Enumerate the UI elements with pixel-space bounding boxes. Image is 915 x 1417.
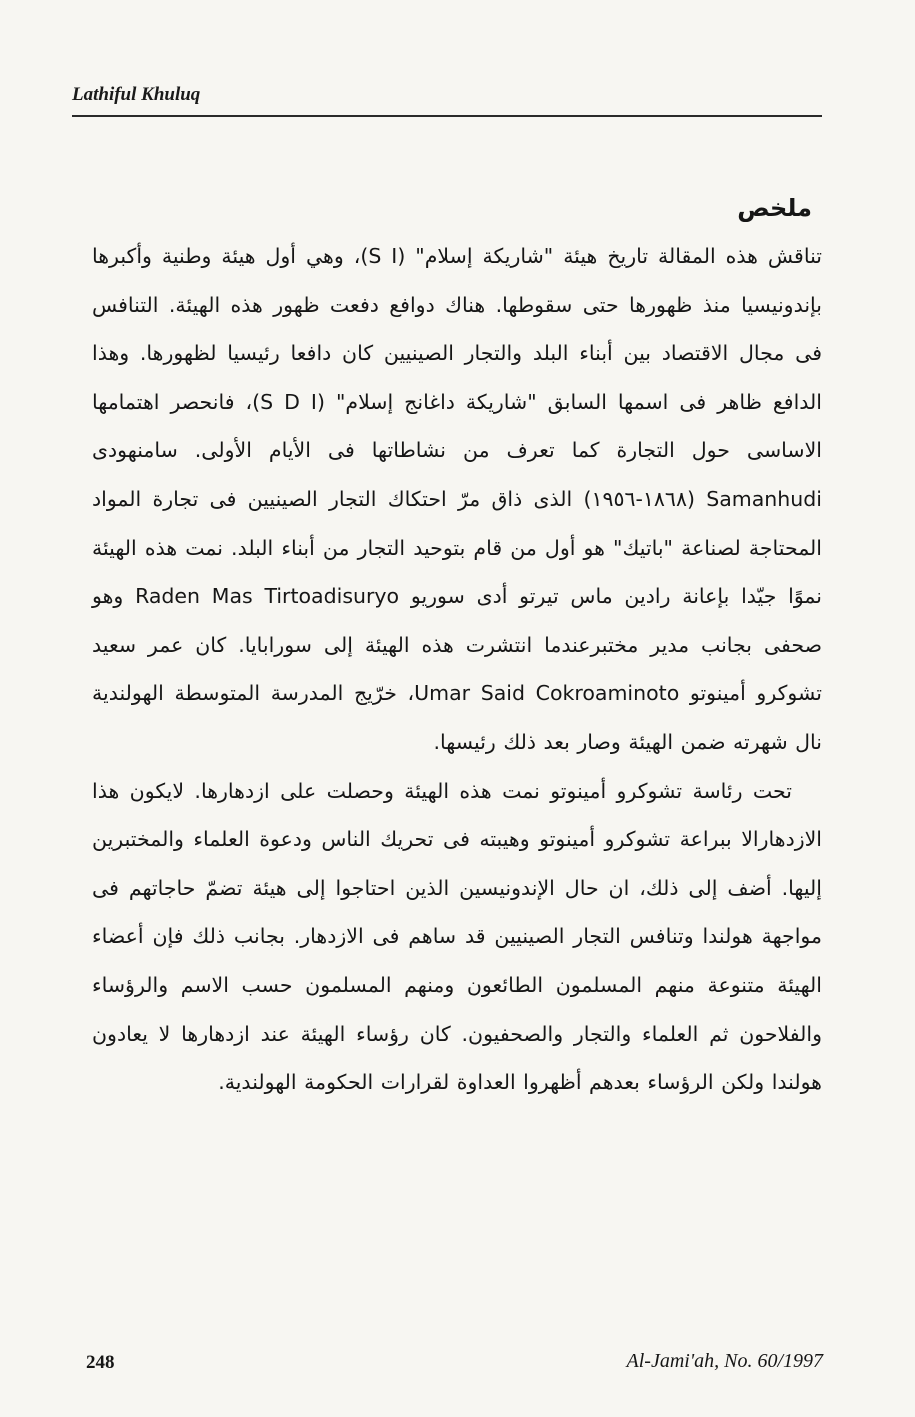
page-number: 248 <box>86 1352 115 1373</box>
journal-reference: Al-Jami'ah, No. 60/1997 <box>626 1350 823 1372</box>
abstract-title: ملخص <box>737 194 812 222</box>
abstract-paragraph-1: تناقش هذه المقالة تاريخ هيئة "شاريكة إسلام" (S I)، وهي أول هيئة وطنية وأكبرها بإندونيسيا منذ ظهورها حتى سقوطها. هناك دوافع دفعت ظهور هذه الهيئة. التنافس فى مجال الاقتصاد بين أبناء البلد والتجار الصينيين كان دافعا رئيسيا لظهورها. وهذا الدافع ظاهر فى اسمها السابق "شاريكة داغانج إسلام" (S D I)، فانحصر اهتمامها الاساسى حول التجارة كما تعرف من نشاطاتها فى الأيام الأولى. سامنهودى Samanhudi (١٨٦٨-١٩٥٦) الذى ذاق مرّ احتكاك التجار الصينيين فى تجارة المواد المحتاجة لصناعة "باتيك" هو أول من قام بتوحيد التجار من أبناء البلد. نمت هذه الهيئة نموًا جيّدا بإعانة رادين ماس تيرتو أدى سوريو Raden Mas Tirtoadisuryo وهو صحفى بجانب مدير مختبرعندما انتشرت هذه الهيئة إلى سورابايا. كان عمر سعيد تشوكرو أمينوتو Umar Said Cokroaminoto، خرّيج المدرسة المتوسطة الهولندية نال شهرته ضمن الهيئة وصار بعد ذلك رئيسها. <box>92 244 822 754</box>
abstract-paragraph-2: تحت رئاسة تشوكرو أمينوتو نمت هذه الهيئة وحصلت على ازدهارها. لايكون هذا الازدهارالا ببراعة تشوكرو أمينوتو وهيبته فى تحريك الناس ودعوة العلماء والمختبرين إليها. أضف إلى ذلك، ان حال الإندونيسين الذين احتاجوا إلى هيئة تضمّ حاجاتهم فى مواجهة هولندا وتنافس التجار الصينيين قد ساهم فى الازدهار. بجانب ذلك فإن أعضاء الهيئة متنوعة منهم المسلمون الطائعون ومنهم المسلمون حسب الاسم والرؤساء والفلاحون ثم العلماء والتجار والصحفيون. كان رؤساء الهيئة عند ازدهارها لا يعادون هولندا ولكن الرؤساء بعدهم أظهروا العداوة لقرارات الحكومة الهولندية. <box>92 778 822 1095</box>
running-head-author: Lathiful Khuluq <box>72 84 201 105</box>
header-rule <box>72 115 822 117</box>
abstract-section <box>92 190 822 1107</box>
